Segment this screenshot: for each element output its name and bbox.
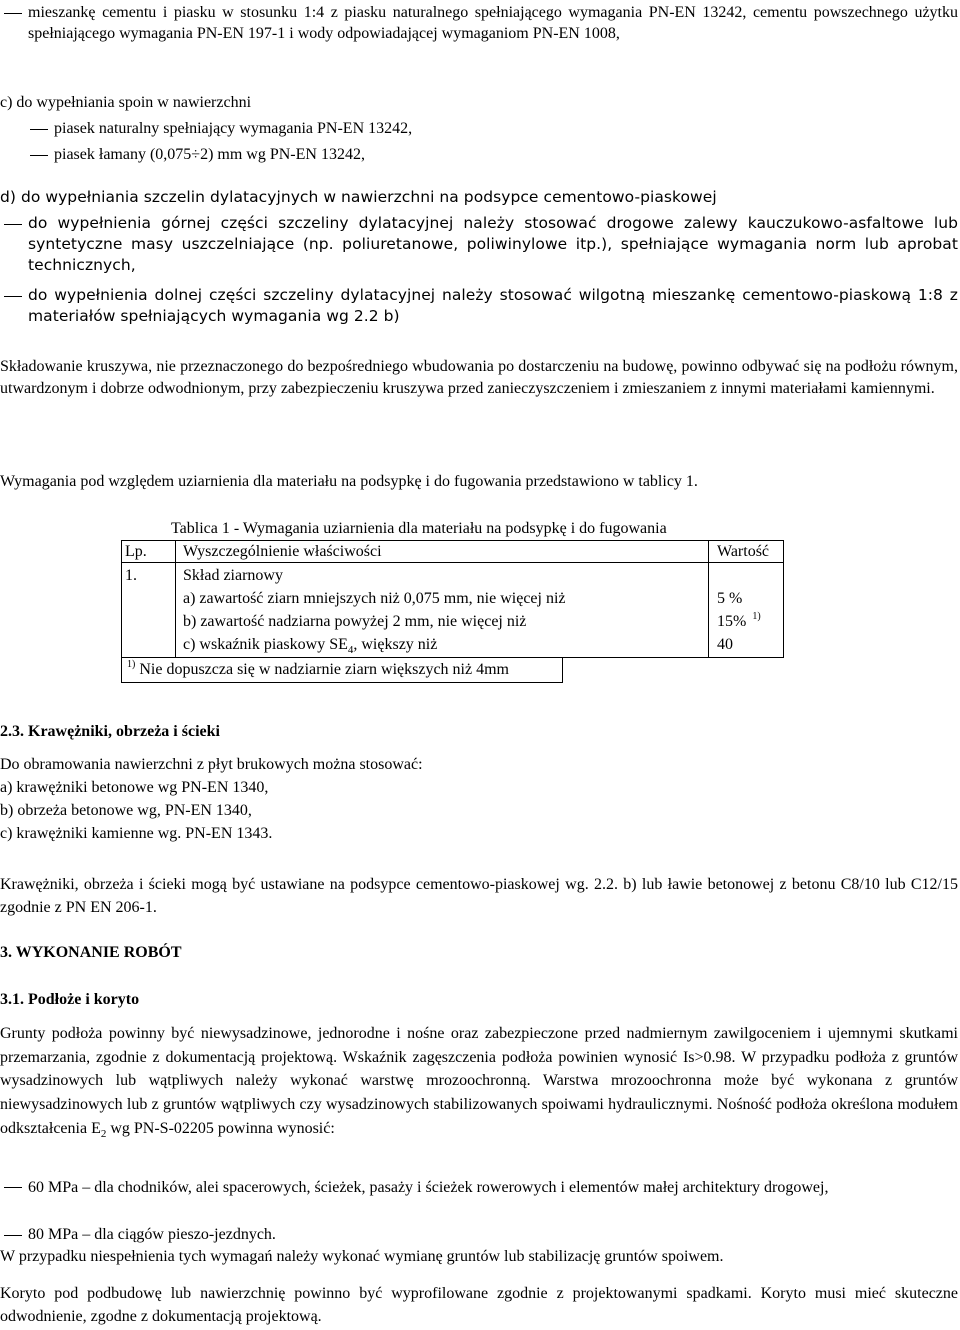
- list-item: c) krawężniki kamienne wg. PN-EN 1343.: [0, 825, 273, 842]
- table-rule: [708, 540, 709, 658]
- table-rule: [562, 657, 563, 683]
- table-rule: [175, 540, 176, 658]
- table-cell-value: 40: [717, 636, 733, 653]
- table-cell-lp: 1.: [125, 567, 137, 584]
- label-text: , większy niż: [353, 636, 438, 653]
- section-3-heading: 3. WYKONANIE ROBÓT: [0, 944, 182, 961]
- list-item: b) obrzeża betonowe wg, PN-EN 1340,: [0, 802, 252, 819]
- label-text: c) wskaźnik piaskowy SE: [183, 636, 348, 653]
- list-item: [0, 285, 958, 327]
- value-text: 15%: [717, 613, 747, 630]
- section-3-1-heading: 3.1. Podłoże i koryto: [0, 991, 140, 1008]
- table-cell-label: a) zawartość ziarn mniejszych niż 0,075 mm, nie więcej niż: [183, 590, 566, 607]
- table-caption: Tablica 1 - Wymagania uziarnienia dla materiału na podsypkę i do fugowania: [171, 520, 667, 537]
- dash-bullet-icon: [26, 144, 54, 165]
- trough-paragraph: Koryto pod podbudowę lub nawierzchnię powinno być wyprofilowane zgodnie z projektowanymi spadkami. Koryto musi mieć skuteczne odwodnienie, zgodne z dokumentacją projektową.: [0, 1285, 958, 1325]
- table-cell-title: Skład ziarnowy: [183, 567, 283, 584]
- table-header-cell: Lp.: [125, 543, 147, 560]
- table-header-cell: Wyszczególnienie właściwości: [183, 543, 382, 560]
- table-cell-label: [183, 634, 437, 661]
- list-item: [0, 2, 958, 44]
- list-item: [0, 1224, 958, 1245]
- table-cell-value: [717, 611, 761, 634]
- requirements-table: [121, 540, 784, 683]
- dash-bullet-icon: [0, 2, 28, 23]
- grading-paragraph: Wymagania pod względem uziarnienia dla materiału na podsypkę i do fugowania przedstawiono w tablicy 1.: [0, 473, 698, 490]
- list-item-text: 60 MPa – dla chodników, alei spacerowych, ścieżek, pasaży i ścieżek rowerowych i elementów małej architektury drogowej,: [28, 1179, 829, 1196]
- dash-bullet-icon: [0, 213, 28, 234]
- dash-bullet-icon: [26, 118, 54, 139]
- table-rule: [121, 562, 784, 563]
- list-item-text: piasek łamany (0,075÷2) mm wg PN-EN 13242,: [54, 146, 365, 163]
- list-item: a) krawężniki betonowe wg PN-EN 1340,: [0, 779, 269, 796]
- list-item-text: do wypełnienia górnej części szczeliny dylatacyjnej należy stosować drogowe zalewy kauczukowo-asfaltowe lub syntetyczne masy uszczelniające (np. poliuretanowe, poliwinylowe itp.), spełniające wymagania norm lub aprobat technicznych,: [28, 214, 958, 274]
- table-cell-value: 5 %: [717, 590, 743, 607]
- storage-paragraph: Składowanie kruszywa, nie przeznaczonego do bezpośredniego wbudowania po dostarczeniu na budowę, powinno odbywać się na podłożu równym, utwardzonym i dobrze odwodnionym, przy zabezpieczeniu kruszywa przed zanieczyszczeniem i zmieszaniem z innymi materiałami kamiennymi.: [0, 358, 958, 397]
- dash-bullet-icon: [0, 1176, 28, 1200]
- section-d-heading: d) do wypełniania szczelin dylatacyjnych w nawierzchni na podsypce cementowo-piaskowej: [0, 188, 717, 206]
- list-item: [0, 213, 958, 276]
- paragraph-text: Grunty podłoża powinny być niewysadzinowe, jednorodne i nośne oraz zabezpieczone przed nadmiernym zawilgoceniem i ujemnymi skutkami przemarzania, zgodnie z dokumentacją projektową. Wskaźnik zagęszczenia podłoża powinien wynosić Is>0.98. W przypadku podłoża z gruntów wysadzinowych lub wątpliwych należy wykonać warstwę mrozoochronną. Warstwa mrozoochronna może być wykonana z gruntów niewysadzinowych lub z gruntów wątpliwych czy wysadzinowych stabilizowanych spoiwami hydraulicznymi. Nośność podłoża określona modułem odkształcenia E: [0, 1025, 958, 1137]
- table-rule: [783, 540, 784, 658]
- list-item: [0, 1176, 958, 1200]
- paragraph-text: wg PN-S-02205 powinna wynosić:: [106, 1119, 335, 1137]
- subgrade-paragraph: [0, 1022, 958, 1147]
- table-footnote: [127, 659, 509, 682]
- table-cell-label: b) zawartość nadziarna powyżej 2 mm, nie więcej niż: [183, 613, 527, 630]
- section-c-heading: c) do wypełniania spoin w nawierzchni: [0, 94, 252, 111]
- dash-bullet-icon: [0, 285, 28, 306]
- section-2-3-intro: Do obramowania nawierzchni z płyt brukowych można stosować:: [0, 756, 423, 773]
- subscript: 4: [347, 644, 354, 657]
- footnote-ref: 1): [752, 611, 761, 622]
- section-2-3-heading: 2.3. Krawężniki, obrzeża i ścieki: [0, 723, 220, 740]
- footnote-text: Nie dopuszcza się w nadziarnie ziarn większych niż 4mm: [135, 661, 509, 678]
- list-item: [26, 144, 726, 165]
- footnote-mark: 1): [127, 659, 136, 670]
- list-item-text: mieszankę cementu i piasku w stosunku 1:4 z piasku naturalnego spełniającego wymagania PN-EN 13242, cementu powszechnego użytku spełniającego wymagania PN-EN 197-1 i wody odpowiadającej wymaganiom PN-EN 1008,: [28, 4, 958, 42]
- table-header-cell: Wartość: [717, 543, 770, 560]
- list-item: [26, 118, 726, 139]
- table-rule: [121, 540, 122, 683]
- list-item-text: do wypełnienia dolnej części szczeliny dylatacyjnej należy stosować wilgotną mieszankę cementowo-piaskową 1:8 z materiałów spełniających wymagania wg 2.2 b): [28, 286, 958, 325]
- list-item-text: 80 MPa – dla ciągów pieszo-jezdnych.: [28, 1226, 276, 1243]
- dash-bullet-icon: [0, 1224, 28, 1245]
- curbs-paragraph: Krawężniki, obrzeża i ścieki mogą być ustawiane na podsypce cementowo-piaskowej wg. 2.2. b) lub ławie betonowej z betonu C8/10 lub C12/15 zgodnie z PN EN 206-1.: [0, 876, 958, 916]
- table-rule: [121, 682, 563, 683]
- subscript: 2: [100, 1128, 107, 1140]
- list-item-text: piasek naturalny spełniający wymagania PN-EN 13242,: [54, 120, 413, 137]
- replacement-paragraph: W przypadku niespełnienia tych wymagań należy wykonać wymianę gruntów lub stabilizację gruntów spoiwem.: [0, 1248, 724, 1265]
